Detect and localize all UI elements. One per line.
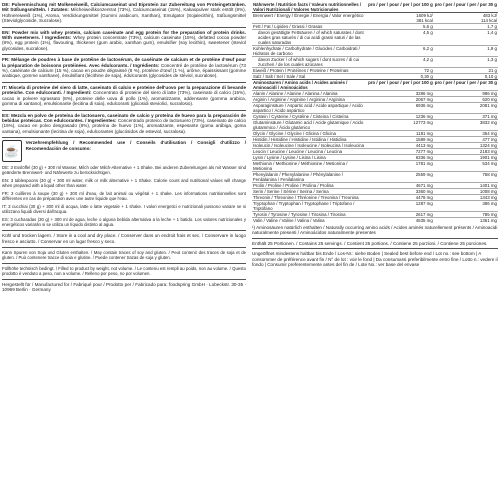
left-column xyxy=(2,2,246,296)
nutrition-table xyxy=(252,2,498,223)
value-per-100g: 1781 mg xyxy=(367,161,434,172)
value-per-100g: 3360 mg xyxy=(367,189,434,195)
amino-header-30g: pro / per / pour / per / por 30 g xyxy=(434,80,498,91)
table-row xyxy=(252,201,498,212)
amino-header-label: Aminosäuren / Amino acids / Acides aminés / Aminoacidi / Aminoácidos xyxy=(252,80,367,91)
ingredients-fr xyxy=(2,57,246,79)
divider xyxy=(2,110,246,111)
divider xyxy=(2,82,246,83)
value-per-30g: 785 mg xyxy=(434,212,498,218)
amino-footnote: ¹) Aminosäuren natürlich enthalten / Naturally occurring amino acids / Acides aminés naturellement présents / Aminoacidi naturalmente presenti / Aminoácidos naturalmente presentes xyxy=(252,225,498,236)
row-label: Arginin / Arginine / Arginine / Arginina / Arginina xyxy=(252,97,367,103)
value-per-100g: 2617 mg xyxy=(367,212,434,218)
row-label: Alanin / Alanine / Alanine / Alanina / Alanina xyxy=(252,91,367,97)
divider xyxy=(2,247,246,248)
divider xyxy=(252,238,498,239)
value-per-100g: 4,5 g xyxy=(367,30,434,46)
value-per-30g: 483 kJ/ 114 kcal xyxy=(434,13,498,24)
value-per-30g: 768 mg xyxy=(434,172,498,183)
value-per-100g: 1589 mg xyxy=(367,137,434,143)
table-row xyxy=(252,172,498,183)
amino-header-100g: pro / per / pour / per / por 100 g xyxy=(367,80,434,91)
ingredients-fr-body: Concentré de protéine de lactosérum (73 %), caséinate de calcium (15 %), cacao en poudre dégraissé (8 %), protéine d'œuf (1 %), arôme, épaississant (gomme arabique, gomme xanthane), émulsifiant (lécithine de soja), édulcorants (glycosides de stéviol, sucralose). xyxy=(2,62,246,79)
ingredients-es-title: ES: Mezcla en polvo de proteína de lactosuero, caseinato de calcio y proteína de huevo para la preparación de bebidas proteicas. Con edulcorantes. / Ingredientes: xyxy=(2,112,246,123)
ingredients-en-body: Whey protein concentrate (73%), calcium caseinate (15%), defatted cocoa powder (8%), egg protein (1%), flavouring, thickener (gum arabic, xanthan gum), emulsifier (soy lecithin), sweetener (steviol glycosides, sucralose). xyxy=(2,35,246,51)
value-per-30g: 0,10 g xyxy=(434,74,498,80)
value-per-100g: 6336 mg xyxy=(367,155,434,161)
value-per-100g: 5,6 g xyxy=(367,24,434,30)
row-label: Isoleucin / Isoleucine / Isoleucine / Isoleucina / Isoleucina xyxy=(252,143,367,149)
row-label: Tryptophan / Tryptophan / Tryptophane / Triptofano / Triptófano xyxy=(252,201,367,212)
table-row xyxy=(252,46,498,57)
row-label: Glutaminsäure / Glutamic acid / Acide glutamique / Acido glutammico / Ácido glutámico xyxy=(252,120,367,131)
row-label: Kohlenhydrate / Carbohydrate / Glucides / Carboidrati / Hidratos de carbono xyxy=(252,46,367,57)
ingredients-de-title: DE: Pulvermischung mit Molkeneiweiß, Calciumcaseinat und Eiprotein zur Zubereitung von Proteingetränken. Mit Süßungsmitteln. / Zutaten: xyxy=(2,2,246,13)
divider xyxy=(2,230,246,231)
portions-text: Enthält 25 Portionen. / Contains 25 servings. / Contient 25 portions. / Contiene 25 porzioni. / Contiene 25 porciones. xyxy=(252,240,488,246)
value-per-30g: 1343 mg xyxy=(434,195,498,201)
value-per-30g: 3832 mg xyxy=(434,120,498,131)
row-label: Glycin / Glycine / Glycine / Glicina / Glicina xyxy=(252,131,367,137)
value-per-30g: 371 mg xyxy=(434,114,498,120)
value-per-100g: 1236 mg xyxy=(367,114,434,120)
value-per-30g: 1,4 g xyxy=(434,30,498,46)
row-label: Prolin / Proline / Proline / Prolina / Prolina xyxy=(252,183,367,189)
amino-body xyxy=(252,91,498,224)
ingredients-it xyxy=(2,85,246,107)
divider xyxy=(252,248,498,249)
value-per-100g: 4671 mg xyxy=(367,183,434,189)
divider xyxy=(2,279,246,280)
nutrition-header-row xyxy=(252,2,498,13)
value-per-30g: 21 g xyxy=(434,68,498,74)
value-per-30g: 1361 mg xyxy=(434,218,498,224)
usage-it: IT: 3 cucchiai (30 g) + 300 ml di acqua, latte o latte vegetale + 1 shake. I valori energetici e nutrizionali possono variare se si utilizzano liquidi diversi dall'acqua. xyxy=(2,204,246,215)
value-per-100g: 1287 mg xyxy=(367,201,434,212)
usage-fr: FR: 3 cuillères à soupe (30 g) + 300 ml d'eau, de lait animal ou végétal + 1 shake. Les informations nutritionnelles sont différentes en cas de préparation avec une autre liquide que l'eau. xyxy=(2,191,246,202)
ingredients-es xyxy=(2,113,246,135)
row-label: Fett / Fat / Lipides / Grassi / Grasas xyxy=(252,24,367,30)
value-per-100g: 72 g xyxy=(367,68,434,74)
value-per-100g: 1609 kJ/ 381 kcal xyxy=(367,13,434,24)
ingredients-it-title: IT: Miscela di proteine del siero di latte, caseinato di calcio e proteine dell'uovo per la preparazione di bevande proteiche. Con edulcoranti. / Ingredienti: xyxy=(2,84,246,96)
value-per-30g: 2081 mg xyxy=(434,103,498,114)
value-per-100g: 4413 mg xyxy=(367,143,434,149)
row-label: Histidin / Histidine / Histidine / Istidina / Histidina xyxy=(252,137,367,143)
value-per-30g: 1401 mg xyxy=(434,183,498,189)
value-per-100g: 0,30 g xyxy=(367,74,434,80)
value-per-100g: 4,2 g xyxy=(367,57,434,68)
value-per-30g: 1901 mg xyxy=(434,155,498,161)
value-per-100g: 4478 mg xyxy=(367,195,434,201)
row-label: Cystein / Cysteine / Cystéine / Cisteina / Cisteína xyxy=(252,114,367,120)
value-per-30g: 620 mg xyxy=(434,97,498,103)
row-label: Brennwert / Energy / Énergie / Energia / Valor energético xyxy=(252,13,367,24)
table-row xyxy=(252,120,498,131)
value-per-100g: 1181 mg xyxy=(367,131,434,137)
best-before-text: Ungeöffnet mindestens haltbar bis Ende / Los-Nr.: siehe Boden | Sealed best before end / Lot no.: see bottom | A consommer de préférence avant fin / N° de lot : voir le fond | Da consumarsi preferibilmente entro fine / Lotto n.: vedere il fondo | Consumir preferentemente antes del fin de / Lote No.: ver base del envase xyxy=(252,251,498,268)
right-column xyxy=(252,2,498,267)
manufacturer-text: Hergestellt für / Manufactured for / Fabriqué pour / Prodotto per / Fabricado para: foodspring GmbH · Lobeckstr. 30-35 · 10969 Berlin · Germany xyxy=(2,281,246,293)
ingredients-es-body: Concentrado proteico de lactosuero (73%), caseinato de calcio (15%), cacao en polvo desgrasado (8%), proteína de huevo (1%), aromatizante, espesante (goma arábiga, goma xantana), emulsionante (lecitina de soja), edulcorantes (glucósidos de esteviol, sucralosa). xyxy=(2,117,247,134)
value-per-100g: 4535 mg xyxy=(367,218,434,224)
row-label: Serin / Serine / Sérine / Serina / Serina xyxy=(252,189,367,195)
value-per-30g: 1008 mg xyxy=(434,189,498,195)
ingredients-it-body: Concentrato di proteine del siero di latte (73%), caseinato di calcio (15%), cacao in polvere sgrassato (8%), proteine delle uova di pollo (1%), aromatizzante, addensante (gomma arabica, gomma di xantano), emulsionante (lecitina di soia), edulcoranti (glicosidi steviolici, sucralosio). xyxy=(2,90,246,107)
usage-de: DE: 3 Esslöffel (30 g) + 300 ml Wasser, Milch oder Milch-Alternative + 1 Shake. Bei anderen Zubereitungen als mit Wasser sind geänderte Brennwert- und Nährwerte zu berücksichtigen. xyxy=(2,165,246,176)
nutrition-header-30g: pro / per / pour / per / por 30 g xyxy=(434,2,498,13)
value-per-30g: 386 mg xyxy=(434,201,498,212)
row-label: Lysin / Lysine / Lysine / Lisina / Lisina xyxy=(252,155,367,161)
storage-text: Kühl und trocken lagern. / Store in a cool and dry place. / Conserver dans un endroit frais et sec. / Conservare in luogo fresco e asciutto. / Conservar en un lugar fresco y seco. xyxy=(2,233,246,244)
nutrition-header-label: Nährwerte / Nutrition facts / Valeurs nutritionnelles / Valori Nutrizionali / Valores Nutricionales xyxy=(252,2,367,13)
divider xyxy=(2,27,246,28)
usage-en: EN: 3 tablespoons (30 g) + 300 ml water, milk or milk alternative + 1 Shake. Calorie count and nutritional values will change when prepared with a liquid other than water. xyxy=(2,178,246,189)
value-per-30g: 477 mg xyxy=(434,137,498,143)
usage-title: Verzehrempfehlung / Recommended use / Conseils d'utilisation / Consigli d'utilizzo / Recomendación de consumo: xyxy=(25,140,246,151)
value-per-100g: 6,2 g xyxy=(367,46,434,57)
row-label: Salz / Salt / Sel / Sale / Sal xyxy=(252,74,367,80)
cup-icon: ☕ xyxy=(2,140,22,162)
value-per-100g: 2559 mg xyxy=(367,172,434,183)
amino-header-row xyxy=(252,80,498,91)
table-row xyxy=(252,218,498,224)
value-per-30g: 354 mg xyxy=(434,131,498,137)
value-per-30g: 534 mg xyxy=(434,161,498,172)
value-per-100g: 6936 mg xyxy=(367,103,434,114)
value-per-30g: 2183 mg xyxy=(434,149,498,155)
table-row xyxy=(252,103,498,114)
value-per-100g: 2067 mg xyxy=(367,97,434,103)
row-label: Threonin / Threonine / Thréonine / Treonina / Treonina xyxy=(252,195,367,201)
row-label: Valin / Valine / Valine / Valina / Valina xyxy=(252,218,367,224)
row-label: davon Zucker / of which sugars / dont sucres / di cui zuccheri / de los cuales azúcares xyxy=(252,57,367,68)
ingredients-fr-title: FR: Mélange de poudres à base de protéine de lactosérum, de caséinate de calcium et de protéine d'œuf pour la préparation de boissons protéinées. Avec édulcorants. / Ingrédients: xyxy=(2,57,246,68)
row-label: Methionin / Methionine / Méthionine / Metionina / Metionina xyxy=(252,161,367,172)
ingredients-de xyxy=(2,2,246,24)
row-label: Eiweiß / Protein / Protéines / Proteine / Proteínas xyxy=(252,68,367,74)
table-row xyxy=(252,13,498,24)
divider xyxy=(2,137,246,138)
value-per-30g: 1,7 g xyxy=(434,24,498,30)
row-label: Tyrosin / Tyrosine / Tyrosine / Tirosina / Tirosina xyxy=(252,212,367,218)
ingredients-en xyxy=(2,30,246,52)
divider xyxy=(2,54,246,55)
usage-header xyxy=(2,140,246,162)
allergen-text: Kann Spuren von Soja und Gluten enthalten. / May contain traces of soy and gluten. / Peut contenir des traces de soja et de gluten. / Può contenere tracce di soia e glutine. / Puede contener trazas de soja y gluten. xyxy=(2,249,246,260)
ingredients-de-body: Milcheiweißkonzentrat (73%), Calciumcaseinat (15%), Kakaopulver stark entölt (8%), Hühnereiweiß (1%), Aroma, Verdickungsmittel (Gummi arabicum, Xanthan), Emulgator (Sojalecithin), Süßungsmittel (Steviolglycoside, Sucralose). xyxy=(2,7,246,24)
divider xyxy=(2,263,246,264)
ingredients-en-title: EN: Powder mix with whey protein, calcium caseinate and egg protein for the preparation of protein drinks. With sweeteners. / Ingredients: xyxy=(2,29,246,41)
fill-text: Füllhöhe technisch bedingt. / Filled to product by weight, not volume. / Le contenu est rempli au poids, non au volume. / Questo prodotto è venduto a peso, non a volume. / Relleno por peso, no por volumen. xyxy=(2,265,246,276)
value-per-100g: 3286 mg xyxy=(367,91,434,97)
row-label: davon gesättigte Fettsäuren / of which saturates / dont acides gras saturés / di cui acidi grassi saturi / de las cuales saturadas xyxy=(252,30,367,46)
row-label: Phenylalanin / Phenylalanine / Phénylalanine / Fenilalanina / Fenilalanina xyxy=(252,172,367,183)
value-per-100g: 7277 mg xyxy=(367,149,434,155)
nutrition-body xyxy=(252,13,498,80)
table-row xyxy=(252,30,498,46)
value-per-30g: 1324 mg xyxy=(434,143,498,149)
row-label: Asparaginsäure / Aspartic acid / Acide aspartique / Acido aspartico / Ácido aspártico xyxy=(252,103,367,114)
usage-es: ES: 3 cucharadas (30 g) + 300 ml de agua, leche o alguna bebida alternativa a la leche + 1 batido. Los valores nutricionales y energéticos variarán si se utiliza un líquido distinto al agua. xyxy=(2,217,246,228)
table-row xyxy=(252,161,498,172)
value-per-30g: 1,9 g xyxy=(434,46,498,57)
table-row xyxy=(252,57,498,68)
nutrition-header-100g: pro / per / pour / per / por 100 g xyxy=(367,2,434,13)
value-per-30g: 1,3 g xyxy=(434,57,498,68)
value-per-30g: 986 mg xyxy=(434,91,498,97)
value-per-100g: 12773 mg xyxy=(367,120,434,131)
row-label: Leucin / Leucine / Leucine / Leucina / Leucina xyxy=(252,149,367,155)
